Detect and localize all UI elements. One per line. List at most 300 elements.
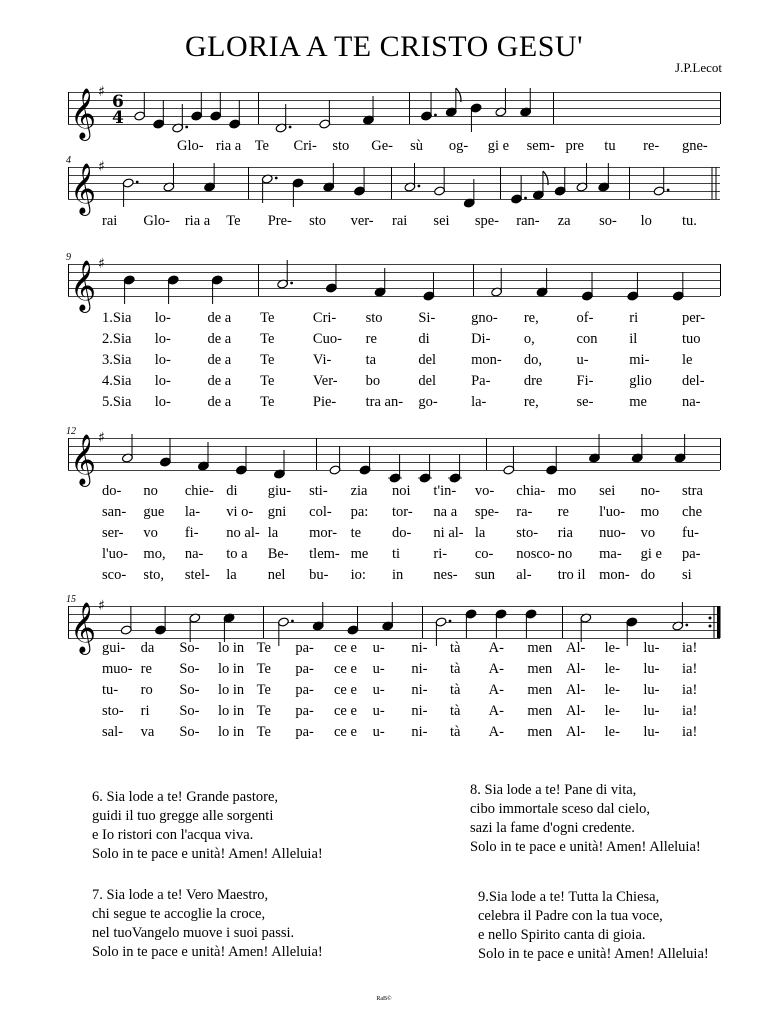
verse-line: 8. Sia lode a te! Pane di vita, [470,782,637,798]
lyric-syllable: lo in [218,661,245,677]
lyric-syllable: ce e [334,682,357,698]
lyric-syllable: tà [450,682,461,698]
lyric-syllable: sto- [102,703,124,719]
lyric-syllable: pa- [295,703,314,719]
lyric-syllable: bu- [309,567,329,583]
verse-line: Solo in te pace e unità! Amen! Alleluia! [470,839,701,855]
lyric-syllable: mo, [143,546,166,562]
lyric-syllable: tra an- [365,394,404,410]
lyric-syllable: re [557,504,569,520]
lyric-syllable: lo- [154,310,171,326]
lyric-syllable: te [350,525,362,541]
lyric-syllable: re, [523,310,539,326]
lyric-syllable: za [557,213,571,229]
note [554,167,566,196]
lyric-syllable: no [143,483,158,499]
lyric-syllable: ri- [433,546,448,562]
lyric-syllable: lu- [643,682,660,698]
lyric-syllable: re [140,661,152,677]
treble-clef-icon: 𝄞 [70,260,97,311]
lyric-syllable: zia [350,483,368,499]
lyric-syllable: lo in [218,640,245,656]
note [191,92,203,121]
lyric-syllable: per- [682,310,706,326]
lyric-syllable: tro il [557,567,586,583]
lyric-syllable: A- [488,703,504,719]
lyric-syllable: di [418,331,430,347]
lyric-syllable: men [527,661,553,677]
lyric-syllable: ni- [411,682,428,698]
lyric-syllable: da [140,640,155,656]
lyric-syllable: Te [256,661,271,677]
lyric-syllable: spe- [474,504,500,520]
key-signature-sharp: ♯ [98,84,105,100]
lyric-syllable: mo [640,504,660,520]
lyric-syllable: ro [140,682,153,698]
barline-thick [717,606,721,638]
lyric-syllable: la [267,525,279,541]
lyric-syllable: Te [254,138,269,154]
note [580,613,592,642]
lyric-syllable: ria a [184,213,211,229]
note [448,454,462,483]
lyric-syllable: vo [640,525,656,541]
lyric-syllable: og- [448,138,469,154]
lyric-syllable: no al- [226,525,260,541]
lyric-syllable: tu. [682,213,697,229]
lyric-syllable: ri [140,703,150,719]
lyric-syllable: la- [184,504,201,520]
lyric-syllable: ia! [682,682,698,698]
note [470,103,482,132]
lyric-syllable: sei [433,213,450,229]
lyric-syllable: do, [523,352,542,368]
time-signature-top: 6 [112,92,124,112]
verse-line: cibo immortale sceso dal cielo, [470,801,650,817]
lyric-syllable: ce e [334,703,357,719]
lyric-syllable: re [365,331,377,347]
lyric-syllable: stra [682,483,703,499]
verse-line: celebra il Padre con la tua voce, [478,908,663,924]
lyric-syllable: ni- [411,703,428,719]
verse-line: guidi il tuo gregge alle sorgenti [92,808,274,824]
lyric-syllable: noi [392,483,411,499]
lyric-syllable: ta [365,352,377,368]
note [210,92,222,121]
note [122,178,138,207]
lyric-syllable: nosco- [516,546,555,562]
note [277,617,293,646]
lyric-syllable: Ge- [371,138,393,154]
lyric-syllable: ni al- [433,525,464,541]
lyric-syllable: so- [599,213,617,229]
lyric-syllable: sto- [516,525,539,541]
lyric-syllable: Te [260,352,275,368]
lyric-syllable: Te [256,724,271,740]
lyric-syllable: glio [629,373,652,389]
lyric-syllable: ce e [334,724,357,740]
lyric-syllable: gno- [471,310,498,326]
lyric-syllable: tlem- [309,546,340,562]
lyric-syllable: pa- [295,682,314,698]
treble-clef-icon: 𝄞 [70,163,97,214]
lyric-syllable: u- [372,682,385,698]
lyric-syllable: Al- [566,661,586,677]
lyric-syllable: re, [523,394,539,410]
lyric-syllable: fu- [682,525,699,541]
lyric-syllable: men [527,724,553,740]
note [423,272,435,301]
lyric-syllable: sù [410,138,423,154]
lyric-syllable: ia! [682,724,698,740]
lyric-syllable: gi e [640,546,662,562]
lyric-syllable: sco- [102,567,127,583]
note [261,174,277,203]
lyric-syllable: sem- [526,138,555,154]
lyric-syllable: pa- [295,640,314,656]
note [292,178,304,207]
lyric-syllable: pa- [682,546,701,562]
lyric-syllable: tà [450,640,461,656]
lyric-syllable: 1.Sia [102,310,132,326]
lyric-syllable: vo [143,525,158,541]
lyric-syllable: bo [365,373,381,389]
lyric-syllable: del- [682,373,705,389]
measure-number: 15 [66,594,76,605]
note [503,446,515,475]
lyric-syllable: fi- [184,525,199,541]
key-signature-sharp: ♯ [98,256,105,272]
lyric-syllable: mo [557,483,577,499]
measure-number: 9 [66,252,71,263]
lyric-syllable: lu- [643,703,660,719]
lyric-syllable: Cri- [312,310,337,326]
lyric-syllable: ser- [102,525,124,541]
lyric-syllable: lo- [154,331,171,347]
lyric-syllable: Glo- [177,138,204,154]
lyric-syllable: rai [392,213,408,229]
verse-line: sazi la fame d'ogni credente. [470,820,635,836]
lyric-syllable: u- [372,703,385,719]
lyric-syllable: le- [604,661,620,677]
staff [68,159,720,214]
lyric-syllable: ran- [516,213,540,229]
lyric-syllable: lo- [154,373,171,389]
lyric-syllable: va [140,724,155,740]
lyric-syllable: tu- [102,682,119,698]
lyric-syllable: re- [643,138,660,154]
lyric-syllable: ia! [682,640,698,656]
lyric-syllable: con [576,331,598,347]
lyric-syllable: al- [516,567,532,583]
lyric-syllable: lo in [218,724,245,740]
lyric-syllable: mon- [471,352,502,368]
lyric-syllable: Te [256,640,271,656]
lyric-syllable: lo in [218,682,245,698]
lyric-syllable: muo- [102,661,133,677]
lyric-syllable: men [527,703,553,719]
lyric-syllable: lo- [154,352,171,368]
verse-6 [92,788,323,864]
lyric-syllable: do- [392,525,412,541]
verse-line: chi segue te accoglie la croce, [92,906,266,922]
lyric-syllable: la- [471,394,487,410]
lyric-syllable: tuo [682,331,701,347]
lyric-syllable: tor- [392,504,413,520]
lyric-syllable: u- [372,640,385,656]
lyric-syllable: san- [102,504,127,520]
lyric-syllable: sun [474,567,495,583]
note [359,446,371,475]
lyric-syllable: men [527,640,553,656]
note [155,606,167,635]
lyric-syllable: gne- [682,138,708,154]
note [525,609,537,638]
lyric-syllable: Pie- [312,394,337,410]
composer: J.P.Lecot [675,60,722,75]
note [465,609,477,638]
lyric-syllable: So- [179,682,200,698]
note [229,100,241,129]
lyric-syllable: Te [256,682,271,698]
lyric-syllable: A- [488,640,504,656]
lyric-syllable: ra- [516,504,533,520]
note [546,446,558,475]
lyric-syllable: Al- [566,724,586,740]
lyric-syllable: o, [523,331,535,347]
lyric-syllable: gi e [487,138,510,154]
lyric-syllable: mor- [309,525,338,541]
lyric-syllable: mon- [599,567,630,583]
lyric-syllable: vo- [474,483,495,499]
note [167,275,179,304]
lyric-syllable: t'in- [433,483,457,499]
lyric-syllable: Al- [566,640,586,656]
lyric-syllable: le- [604,640,620,656]
lyric-syllable: do [640,567,656,583]
verse-line: e Io ristori con l'acqua viva. [92,827,254,843]
lyric-syllable: of- [576,310,594,326]
treble-clef-icon: 𝄞 [70,88,97,139]
lyric-syllable: vi o- [226,504,254,520]
lyric-syllable: ce e [334,640,357,656]
lyric-syllable: ver- [350,213,374,229]
page-title: GLORIA A TE CRISTO GESU' [184,30,583,63]
lyric-syllable: Te [260,310,275,326]
lyric-syllable: nel [267,567,286,583]
lyric-syllable: gue [143,504,165,520]
lyric-syllable: ni- [411,640,428,656]
note [434,167,446,196]
lyric-syllable: col- [309,504,332,520]
lyric-syllable: giu- [267,483,292,499]
verse-8 [470,781,701,857]
lyric-syllable: sal- [102,724,123,740]
lyric-syllable: ria [557,525,573,541]
lyric-syllable: ce e [334,661,357,677]
lyric-syllable: no- [640,483,660,499]
lyric-syllable: mi- [629,352,650,368]
lyric-syllable: Al- [566,703,586,719]
lyric-syllable: Fi- [576,373,594,389]
note [354,167,366,196]
lyric-syllable: lu- [643,661,660,677]
verse-9 [478,888,709,964]
note [581,272,593,301]
lyric-syllable: u- [372,724,385,740]
lyric-syllable: chia- [516,483,546,499]
lyric-syllable: So- [179,661,200,677]
lyric-syllable: 5.Sia [102,394,132,410]
lyric-syllable: Te [260,394,275,410]
note [329,446,341,475]
lyric-syllable: na- [184,546,204,562]
verse-line: Solo in te pace e unità! Amen! Alleluia! [478,946,709,962]
lyric-syllable: le- [604,703,620,719]
lyric-syllable: A- [488,661,504,677]
note [235,446,247,475]
lyric-syllable: ni- [411,661,428,677]
note [211,275,223,304]
verse-line: e nello Spirito canta di gioia. [478,927,646,943]
lyric-syllable: pa- [295,724,314,740]
lyric-syllable: sto [309,213,327,229]
note [672,272,684,301]
measure-number: 4 [66,155,71,166]
lyric-syllable: lo in [218,703,245,719]
lyric-syllable: ia! [682,661,698,677]
lyric-syllable: Pa- [471,373,491,389]
lyric-syllable: stel- [184,567,210,583]
treble-clef-icon: 𝄞 [70,434,97,485]
lyric-syllable: 4.Sia [102,373,132,389]
lyric-syllable: u- [372,661,385,677]
lyric-syllable: do- [102,483,122,499]
lyric-syllable: dre [523,373,543,389]
lyric-syllable: me [629,394,647,410]
verse-line: Solo in te pace e unità! Amen! Alleluia! [92,944,323,960]
lyric-syllable: ri [629,310,639,326]
treble-clef-icon: 𝄞 [70,602,97,653]
repeat-dot [709,617,712,620]
lyric-syllable: no [557,546,573,562]
repeat-dot [709,625,712,628]
key-signature-sharp: ♯ [98,598,105,614]
lyric-syllable: rai [102,213,118,229]
note [347,606,359,635]
lyric-syllable: sti- [309,483,328,499]
lyric-syllable: gni [267,504,287,520]
lyric-syllable: sto [365,310,383,326]
lyric-syllable: de a [207,373,232,389]
note [418,454,432,483]
lyric-syllable: la [226,567,237,583]
lyric-syllable: chie- [184,483,214,499]
lyric-syllable: Vi- [312,352,332,368]
lyric-syllable: pa: [350,504,369,520]
lyric-syllable: le [682,352,693,368]
note [388,454,402,483]
verse-line: Solo in te pace e unità! Amen! Alleluia! [92,846,323,862]
lyric-syllable: tu [604,138,616,154]
lyric-syllable: go- [418,394,438,410]
note [325,264,337,293]
lyric-syllable: l'uo- [599,504,626,520]
note [627,272,639,301]
verse-line: 6. Sia lode a te! Grande pastore, [92,789,279,805]
lyric-syllable: sto, [143,567,164,583]
note [153,100,165,129]
lyric-syllable: lo- [154,394,171,410]
lyric-syllable: sei [599,483,616,499]
lyric-syllable: Al- [566,682,586,698]
lyric-syllable: Cri- [293,138,317,154]
note [159,438,171,467]
lyric-syllable: 3.Sia [102,352,132,368]
note [120,606,132,635]
measure-number: 12 [66,426,76,437]
lyric-syllable: l'uo- [102,546,128,562]
note [319,100,331,129]
lyric-syllable: de a [207,352,232,368]
note [123,275,135,304]
lyric-syllable: Te [226,213,241,229]
staff [68,84,720,139]
lyric-syllable: pa- [295,661,314,677]
lyric-syllable: di [226,483,238,499]
time-signature-bottom: 4 [112,108,124,128]
lyric-syllable: de a [207,394,232,410]
lyric-syllable: men [527,682,553,698]
lyric-syllable: ni- [411,724,428,740]
lyric-syllable: So- [179,724,200,740]
lyric-syllable: in [392,567,404,583]
lyric-syllable: ria a [215,138,242,154]
lyric-syllable: lu- [643,724,660,740]
lyric-syllable: na a [433,504,458,520]
lyric-syllable: Di- [471,331,491,347]
key-signature-sharp: ♯ [98,430,105,446]
lyric-syllable: A- [488,682,504,698]
lyric-syllable: co- [474,546,494,562]
lyric-syllable: So- [179,703,200,719]
note [134,92,146,121]
lyric-syllable: me [350,546,369,562]
key-signature-sharp: ♯ [98,159,105,175]
lyric-syllable: gui- [102,640,126,656]
lyric-syllable: del [418,373,437,389]
lyric-syllable: sto [332,138,350,154]
lyric-syllable: ti [392,546,401,562]
lyric-syllable: Glo- [143,213,171,229]
lyric-syllable: Cuo- [312,331,342,347]
verse-line: 7. Sia lode a te! Vero Maestro, [92,887,269,903]
lyric-syllable: de a [207,331,232,347]
lyric-syllable: So- [179,640,200,656]
note [495,609,507,638]
lyric-syllable: lo [640,213,652,229]
lyric-syllable: pre [565,138,584,154]
lyric-syllable: ma- [599,546,622,562]
lyric-syllable: si [682,567,692,583]
lyric-syllable: A- [488,724,504,740]
note [189,613,201,642]
lyric-syllable: Te [260,331,275,347]
lyric-syllable: tà [450,724,461,740]
lyric-syllable: tà [450,661,461,677]
lyric-syllable: 2.Sia [102,331,132,347]
staff [68,256,720,311]
